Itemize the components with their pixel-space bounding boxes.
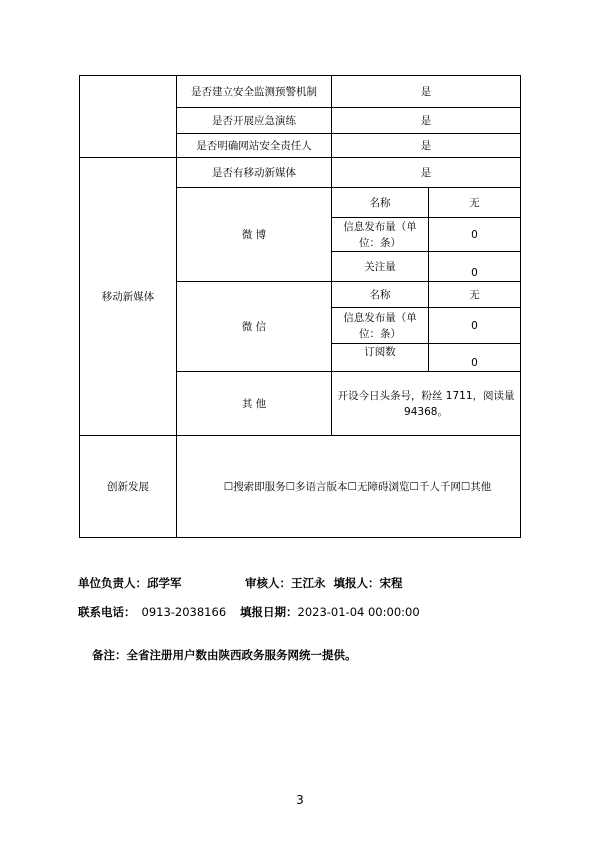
wechat-posts-value: 0 — [429, 308, 521, 344]
wechat-label: 微 信 — [177, 282, 332, 372]
wechat-posts-label: 信息发布量（单位：条） — [332, 308, 429, 344]
section-cell-security — [80, 76, 177, 158]
other-value: 开设今日头条号，粉丝 1711，阅读量 94368。 — [332, 372, 521, 436]
reviewer-value: 王江永 — [291, 576, 326, 590]
website-report-table — [79, 75, 521, 538]
footer-date — [240, 604, 420, 620]
weibo-follow-value: 0 — [429, 252, 521, 282]
weibo-name-label: 名称 — [332, 188, 429, 218]
footer-unit-head — [78, 575, 182, 591]
filler-label: 填报人： — [333, 576, 380, 590]
row-label-responsible: 是否明确网站安全责任人 — [177, 134, 332, 158]
phone-label: 联系电话： — [78, 605, 136, 619]
weibo-posts-label: 信息发布量（单位：条） — [332, 218, 429, 252]
reviewer-label: 审核人： — [245, 576, 291, 590]
footer-phone — [78, 604, 226, 620]
row-value-has-mobile: 是 — [332, 158, 521, 188]
table-row — [80, 158, 521, 188]
date-label: 填报日期： — [240, 605, 298, 619]
table-row — [80, 436, 521, 538]
wechat-subs-label: 订阅数 — [332, 344, 429, 372]
page-number: 3 — [296, 793, 304, 807]
row-label-warning: 是否建立安全监测预警机制 — [177, 76, 332, 108]
date-value: 2023-01-04 00:00:00 — [297, 605, 420, 619]
footer-reviewer — [245, 575, 403, 591]
other-label: 其 他 — [177, 372, 332, 436]
row-label-has-mobile: 是否有移动新媒体 — [177, 158, 332, 188]
weibo-posts-value: 0 — [429, 218, 521, 252]
row-value-warning: 是 — [332, 76, 521, 108]
weibo-name-value: 无 — [429, 188, 521, 218]
weibo-label: 微 博 — [177, 188, 332, 282]
wechat-subs-value: 0 — [429, 344, 521, 372]
phone-value: 0913-2038166 — [141, 605, 227, 619]
innovation-label: 创新发展 — [80, 436, 177, 538]
weibo-follow-label: 关注量 — [332, 252, 429, 282]
filler-value: 宋程 — [379, 576, 403, 590]
innovation-options: ☐搜索即服务☐多语言版本☐无障碍浏览☐千人千网☐其他 — [177, 436, 521, 538]
section-label-mobile: 移动新媒体 — [80, 158, 177, 436]
table-row — [80, 76, 521, 108]
wechat-name-value: 无 — [429, 282, 521, 308]
row-label-drill: 是否开展应急演练 — [177, 108, 332, 134]
row-value-drill: 是 — [332, 108, 521, 134]
unit-head-value: 邱学军 — [147, 576, 182, 590]
wechat-name-label: 名称 — [332, 282, 429, 308]
unit-head-label: 单位负责人： — [78, 576, 147, 590]
row-value-responsible: 是 — [332, 134, 521, 158]
footer-note: 备注：全省注册用户数由陕西政务服务网统一提供。 — [92, 648, 357, 662]
